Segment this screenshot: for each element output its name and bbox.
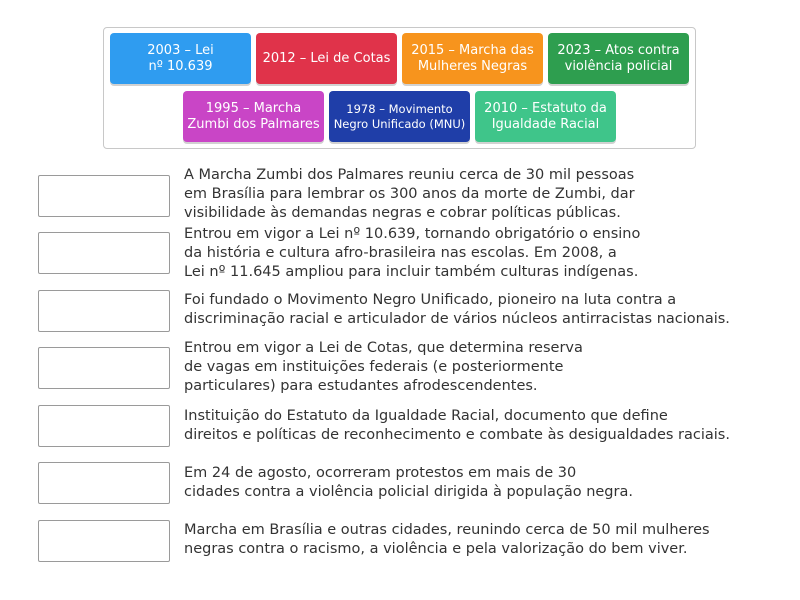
tile-1995-marcha-zumbi[interactable]: 1995 – Marcha Zumbi dos Palmares	[183, 91, 324, 142]
drop-slot-6[interactable]	[38, 462, 170, 504]
description-4: Entrou em vigor a Lei de Cotas, que determina reserva de vagas em instituições federais (e posteriormente particulares) para estudantes afrodescendentes.	[184, 340, 583, 394]
description-3: Foi fundado o Movimento Negro Unificado, pioneiro na luta contra a discriminação racial e articulador de vários núcleos antirracistas nacionais.	[184, 292, 730, 327]
description-5: Instituição do Estatuto da Igualdade Racial, documento que define direitos e políticas de reconhecimento e combate às desigualdades raciais.	[184, 408, 730, 443]
description-1: A Marcha Zumbi dos Palmares reuniu cerca de 30 mil pessoas em Brasília para lembrar os 300 anos da morte de Zumbi, dar visibilidade às demandas negras e cobrar políticas públicas.	[184, 167, 635, 221]
description-2: Entrou em vigor a Lei nº 10.639, tornando obrigatório o ensino da história e cultura afro-brasileira nas escolas. Em 2008, a Lei nº 11.645 ampliou para incluir também culturas indígenas.	[184, 226, 641, 280]
tile-2015-marcha-mulheres-negras[interactable]: 2015 – Marcha das Mulheres Negras	[402, 33, 543, 84]
tile-2012-lei-de-cotas[interactable]: 2012 – Lei de Cotas	[256, 33, 397, 84]
drop-slot-1[interactable]	[38, 175, 170, 217]
tile-2010-estatuto-igualdade[interactable]: 2010 – Estatuto da Igualdade Racial	[475, 91, 616, 142]
drop-slot-2[interactable]	[38, 232, 170, 274]
description-6: Em 24 de agosto, ocorreram protestos em mais de 30 cidades contra a violência policial dirigida à população negra.	[184, 465, 633, 500]
drop-slot-3[interactable]	[38, 290, 170, 332]
drop-slot-5[interactable]	[38, 405, 170, 447]
drop-slot-4[interactable]	[38, 347, 170, 389]
drop-slot-7[interactable]	[38, 520, 170, 562]
tile-2003-lei-10639[interactable]: 2003 – Lei nº 10.639	[110, 33, 251, 84]
tile-2023-atos-violencia-policial[interactable]: 2023 – Atos contra violência policial	[548, 33, 689, 84]
tile-1978-mnu[interactable]: 1978 – Movimento Negro Unificado (MNU)	[329, 91, 470, 142]
description-7: Marcha em Brasília e outras cidades, reunindo cerca de 50 mil mulheres negras contra o racismo, a violência e pela valorização do bem viver.	[184, 522, 710, 557]
